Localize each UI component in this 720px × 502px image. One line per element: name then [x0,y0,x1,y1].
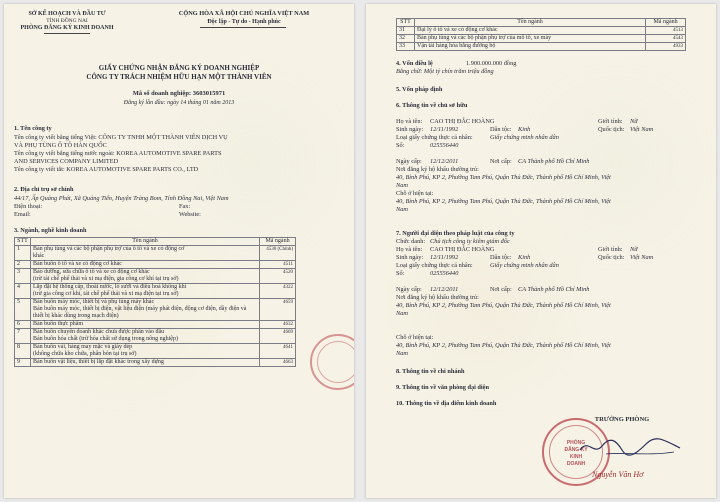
owner-id-no-label: Số: [396,142,405,149]
owner-issued: 12/12/2011 [430,158,459,165]
row-code: 4511 [260,261,296,269]
row-stt: 4 [15,284,31,299]
row-stt: 6 [15,321,31,329]
owner-permanent-address-2: Nam [396,182,408,189]
rep-id-type-label: Loại giấy chứng thực cá nhân: [396,262,473,269]
row-name-line: Bán buôn vật liệu, thiết bị lắp đặt khác trong xây dựng [32,359,164,365]
section-7-title: 7. Người đại diện theo pháp luật của công ty [396,230,515,237]
nation-line-1: CỘNG HÒA XÃ HỘI CHỦ NGHĨA VIỆT NAM [178,10,310,17]
charter-capital-words: Bằng chữ: Một tỷ chín trăm triệu đồng [396,68,494,75]
owner-name: CAO THỊ ĐẮC HOÀNG [430,118,495,125]
row-name-line: Bán buôn chuyên doanh khác chưa được phân vào đâu [32,329,165,335]
owner-nationality: Việt Nam [630,126,654,133]
rep-id-no: 025556440 [430,270,459,277]
rep-nationality-label: Quốc tịch: [598,254,625,261]
row-name [30,321,259,329]
row-stt: 8 [15,344,31,359]
table-row [15,269,296,284]
row-code: 4530 (Chính) [260,246,296,261]
row-name-line: Bán buôn ô tô và xe có động cơ khác [32,261,122,267]
signer-name: Nguyễn Văn Hơ [592,470,644,479]
owner-current-address-2: Nam [396,206,408,213]
seal-text: ĐĂNG KÝ [564,447,588,453]
rep-current-address: 40, Bình Phú, KP 2, Phường Tam Phú, Quận Thủ Đức, Thành phố Hồ Chí Minh, Việt [396,342,611,349]
company-name-short: Tên công ty viết tắt: KOREA AUTOMOTIVE SPARE PARTS CO., LTD [14,166,199,173]
company-name-foreign-2: AND SERVICES COMPANY LIMITED [14,158,119,165]
row-code: 4632 [260,321,296,329]
row-name [30,284,259,299]
website-label: Website: [179,211,201,218]
seal-text: PHÒNG [566,440,586,446]
doc-title-2: CÔNG TY TRÁCH NHIỆM HỮU HẠN MỘT THÀNH VIÊN [86,73,272,81]
rep-issued: 12/12/2011 [430,286,459,293]
agency-underline [44,33,90,34]
owner-permanent-address: 40, Bình Phú, KP 2, Phường Tam Phú, Quận Thủ Đức, Thành phố Hồ Chí Minh, Việt [396,174,611,181]
section-9-title: 9. Thông tin về văn phòng đại diện [396,384,489,391]
table-row [15,261,296,269]
row-stt: 3 [15,269,31,284]
owner-issued-place-label: Nơi cấp: [490,158,512,165]
row-name-line-2: (trừ tái chế phế thải và xi mạ điện, gia công cơ khí tại trụ sở) [32,276,179,282]
row-name [30,299,259,321]
row-stt: 31 [397,27,415,35]
seal-text: KINH [569,454,583,460]
row-code: 4520 [260,269,296,284]
rep-current-address-2: Nam [396,350,408,357]
owner-nationality-label: Quốc tịch: [598,126,625,133]
row-stt: 1 [15,246,31,261]
row-code: 4659 [260,299,296,321]
row-code: 4663 [260,359,296,367]
row-code: 4513 [646,27,686,35]
table-row [15,329,296,344]
certificate-page-left [4,4,354,498]
rep-name: CAO THỊ ĐẮC HOÀNG [430,246,495,253]
row-name: Vận tải hàng hóa bằng đường bộ [414,43,645,51]
table-row [397,35,686,43]
row-name-line-2: Bán buôn hóa chất (trừ hóa chất sử dụng trong nông nghiệp) [32,336,178,342]
rep-ethnicity: Kinh [518,254,531,261]
agency-line-2: TỈNH ĐỒNG NAI [46,18,88,24]
table-row [397,43,686,51]
owner-issued-label: Ngày cấp: [396,158,422,165]
section-4-title: 4. Vốn điều lệ [396,60,433,67]
section-10-title: 10. Thông tin về địa điểm kinh doanh [396,400,497,407]
row-name [30,329,259,344]
row-stt: 2 [15,261,31,269]
col-name: Tên ngành [30,238,259,246]
row-name [30,359,259,367]
rep-issued-place: CA Thành phố Hồ Chí Minh [518,286,590,293]
table-row [15,284,296,299]
rep-title-label: Chức danh: [396,238,426,245]
rep-ethnicity-label: Dân tộc: [490,254,512,261]
tax-id: Mã số doanh nghiệp: 3603015971 [132,90,226,97]
row-stt: 7 [15,329,31,344]
col-code: Mã ngành [260,238,296,246]
owner-ethnicity-label: Dân tộc: [490,126,512,133]
row-stt: 5 [15,299,31,321]
company-name-vn: Tên công ty viết bằng tiếng Việt: CÔNG TY TNHH MỘT THÀNH VIÊN DỊCH VỤ [14,134,228,141]
col-name: Tên ngành [414,19,645,27]
row-name-line: Bảo dưỡng, sửa chữa ô tô và xe có động cơ khác [32,269,150,275]
row-name-line-2: khác [32,253,45,259]
row-name-line-2: (trừ gia công cơ khí, tái chế phế thải và xi mạ điện tại trụ sở) [32,291,179,297]
row-name-line-2: Bán buôn máy móc, thiết bị điện, vật liệu điện (máy phát điện, động cơ điện, dây điện và thiết bị khác dùng trong mạch điện) [32,306,247,319]
owner-permanent-label: Nơi đăng ký hộ khẩu thường trú: [396,166,479,173]
owner-name-label: Họ và tên: [396,118,423,125]
rep-issued-place-label: Nơi cấp: [490,286,512,293]
row-code: 4933 [646,43,686,51]
rep-permanent-address-2: Nam [396,310,408,317]
business-lines-table-cont [396,18,686,51]
rep-nationality: Việt Nam [630,254,654,261]
row-stt: 33 [397,43,415,51]
email-label: Email: [14,211,31,218]
section-5-title: 5. Vốn pháp định [396,86,443,93]
table-row [15,299,296,321]
nation-line-2: Độc lập - Tự do - Hạnh phúc [207,19,281,25]
certificate-page-right [366,4,716,498]
owner-issued-place: CA Thành phố Hồ Chí Minh [518,158,590,165]
rep-permanent-address: 40, Bình Phú, KP 2, Phường Tam Phú, Quận Thủ Đức, Thành phố Hồ Chí Minh, Việt [396,302,611,309]
row-name-line: Lắp đặt hệ thống cấp, thoát nước, lò sưởi và điều hoà không khí [32,284,187,290]
table-header [397,19,686,27]
signer-title: TRƯỞNG PHÒNG [594,416,650,423]
row-name [30,261,259,269]
row-code: 4669 [260,329,296,344]
row-name: Đại lý ô tô và xe có động cơ khác [414,27,645,35]
signature-scribble [576,432,686,460]
row-name-line: Bán buôn vải, hàng may mặc và giày dép [32,344,133,350]
rep-permanent-label: Nơi đăng ký hộ khẩu thường trú: [396,294,479,301]
official-seal-partial [310,334,354,390]
row-name-line: Bán buôn thực phẩm [32,321,84,327]
row-stt: 9 [15,359,31,367]
rep-title: Chủ tịch công ty kiêm giám đốc [430,238,510,245]
row-code: 4641 [260,344,296,359]
rep-current-label: Chỗ ở hiện tại: [396,334,434,341]
col-stt: STT [15,238,31,246]
owner-dob: 12/11/1992 [430,126,459,133]
rep-id-no-label: Số: [396,270,405,277]
row-name [30,269,259,284]
business-lines-table [14,237,296,367]
head-office-address: 44/17, Ấp Quảng Phát, Xã Quảng Tiến, Huyện Trảng Bom, Tỉnh Đồng Nai, Việt Nam [14,195,229,202]
charter-capital: 1.900.000.000 đồng [466,60,517,67]
owner-id-type-label: Loại giấy chứng thực cá nhân: [396,134,473,141]
table-row [15,321,296,329]
company-name-foreign: Tên công ty viết bằng tiếng nước ngoài: KOREA AUTOMOTIVE SPARE PARTS [14,150,222,157]
row-code: 4322 [260,284,296,299]
row-code: 4543 [646,35,686,43]
nation-underline [200,27,286,28]
section-3-title: 3. Ngành, nghề kinh doanh [14,227,87,234]
fax-label: Fax: [179,203,191,210]
section-2-title: 2. Địa chỉ trụ sở chính [14,186,74,193]
rep-gender-label: Giới tính: [598,246,623,253]
phone-label: Điện thoại: [14,203,43,210]
row-stt: 32 [397,35,415,43]
registration-date: Đăng ký lần đầu: ngày 14 tháng 01 năm 2013 [123,100,235,106]
row-name-line-2: (không chứa kho chứa, phân bón tại trụ sở) [32,351,137,357]
owner-id-type: Giấy chứng minh nhân dân [490,134,559,141]
rep-issued-label: Ngày cấp: [396,286,422,293]
table-row [15,344,296,359]
col-code: Mã ngành [646,19,686,27]
section-6-title: 6. Thông tin về chủ sở hữu [396,102,468,109]
section-1-title: 1. Tên công ty [14,125,52,132]
row-name-line: Bán buôn máy móc, thiết bị và phụ tùng máy khác [32,299,155,305]
owner-dob-label: Sinh ngày: [396,126,424,133]
row-name: Bán phụ tùng và các bộ phận phụ trợ của mô tô, xe máy [414,35,645,43]
rep-dob-label: Sinh ngày: [396,254,424,261]
owner-gender: Nữ [630,118,638,125]
owner-ethnicity: Kinh [518,126,531,133]
rep-gender: Nữ [630,246,638,253]
company-name-vn-2: VÀ PHỤ TÙNG Ô TÔ HÀN QUỐC [14,142,107,149]
rep-dob: 12/11/1992 [430,254,459,261]
agency-line-1: SỞ KẾ HOẠCH VÀ ĐẦU TƯ [28,11,106,17]
col-stt: STT [397,19,415,27]
owner-gender-label: Giới tính: [598,118,623,125]
owner-current-address: 40, Bình Phú, KP 2, Phường Tam Phú, Quận Thủ Đức, Thành phố Hồ Chí Minh, Việt [396,198,611,205]
agency-line-3: PHÒNG ĐĂNG KÝ KINH DOANH [20,25,114,31]
row-name [30,344,259,359]
rep-id-type: Giấy chứng minh nhân dân [490,262,559,269]
rep-name-label: Họ và tên: [396,246,423,253]
table-header [15,238,296,246]
owner-current-label: Chỗ ở hiện tại: [396,190,434,197]
row-name-line: Bán phụ tùng và các bộ phận phụ trợ của ô tô và xe có động cơ [32,246,185,252]
section-8-title: 8. Thông tin về chi nhánh [396,368,465,375]
table-row [15,246,296,261]
seal-text: DOANH [566,461,586,467]
table-row [15,359,296,367]
table-row [397,27,686,35]
owner-id-no: 025556440 [430,142,459,149]
doc-title-1: GIẤY CHỨNG NHẬN ĐĂNG KÝ DOANH NGHIỆP [98,64,260,72]
row-name [30,246,259,261]
